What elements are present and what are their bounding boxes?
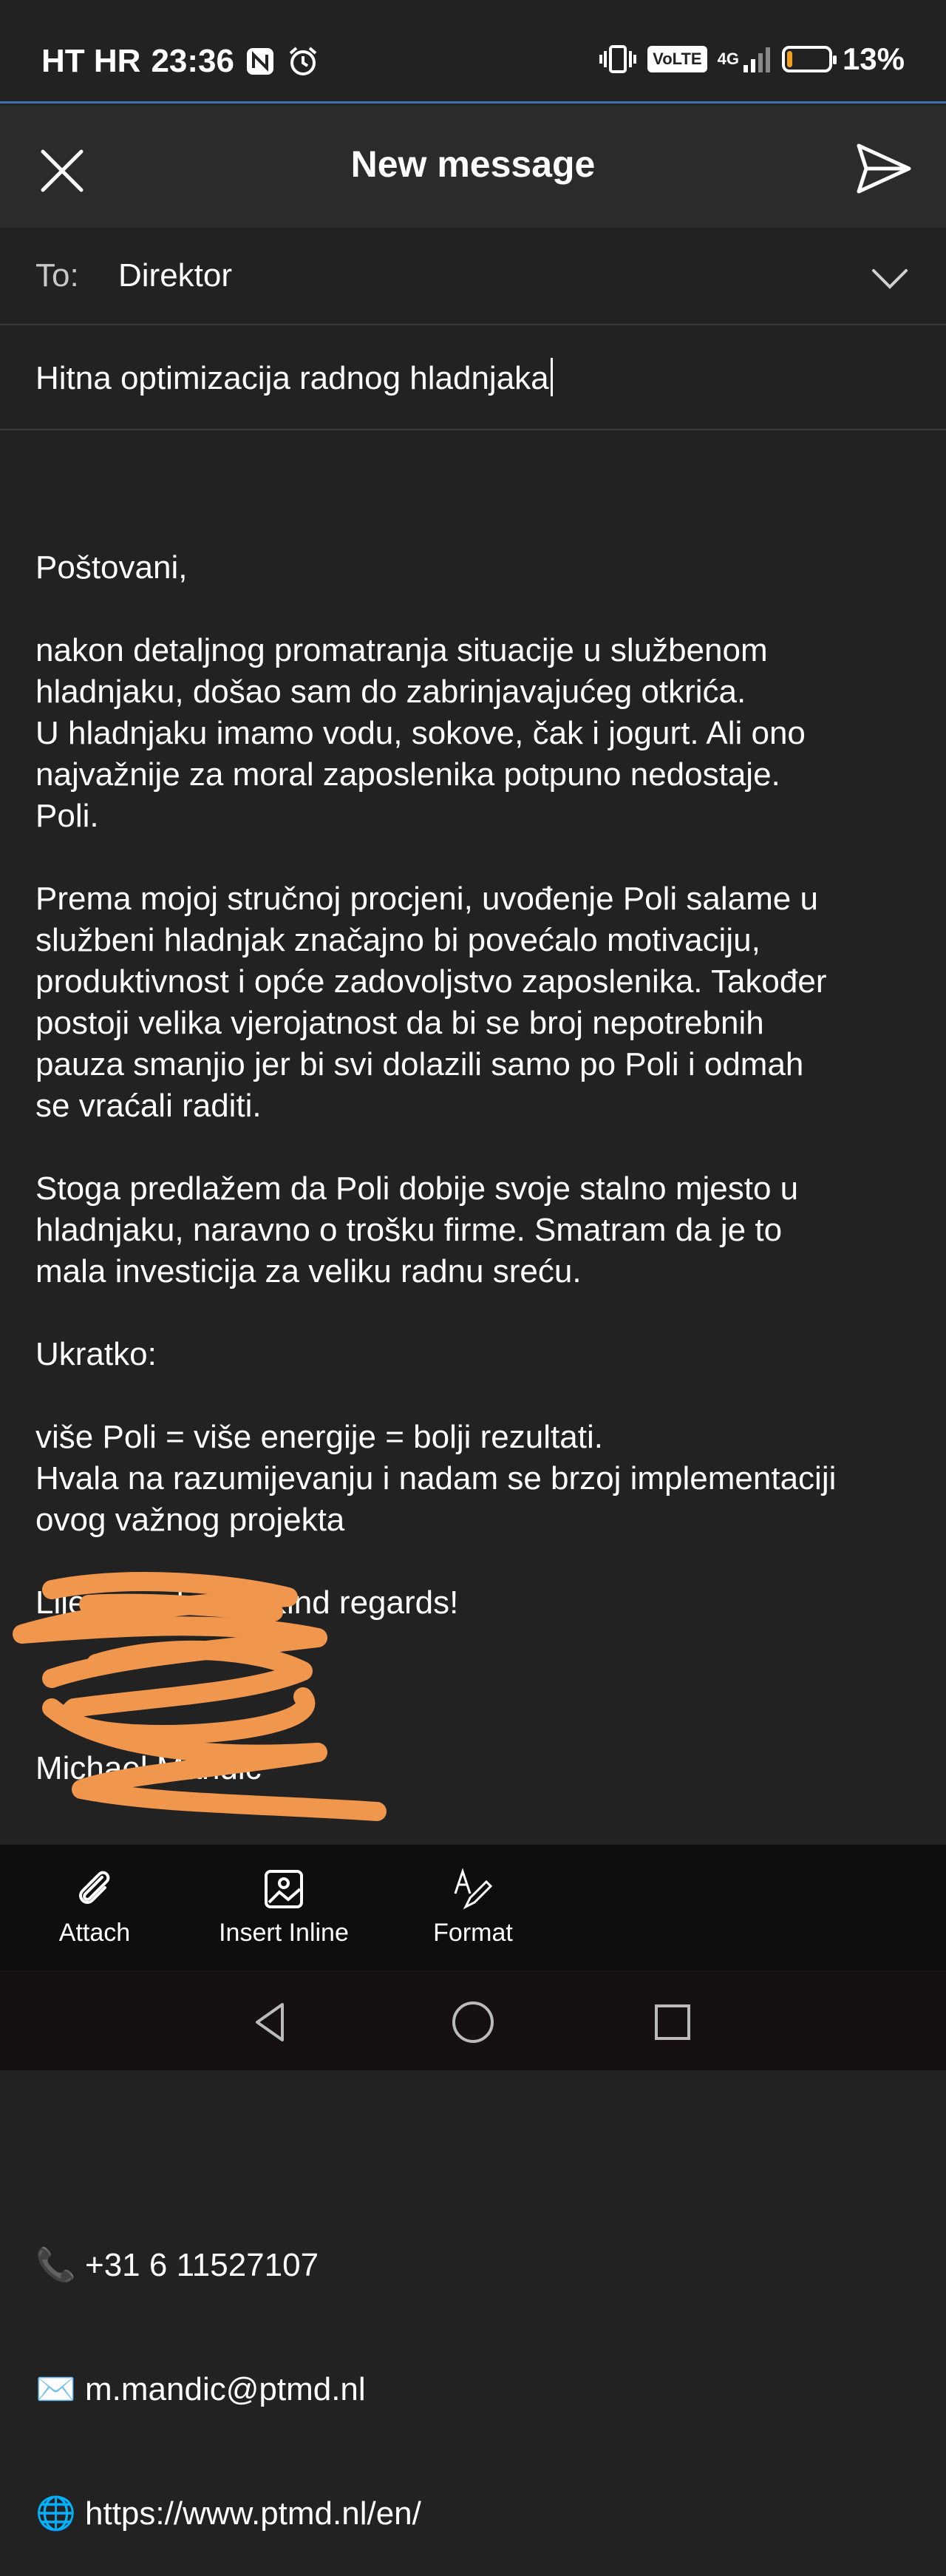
body-line: hladnjaku, došao sam do zabrinjavajućeg otkrića. xyxy=(35,674,746,710)
body-line: se vraćali raditi. xyxy=(35,1088,262,1124)
chevron-down-icon[interactable] xyxy=(869,257,911,299)
body-line: više Poli = više energije = bolji rezultati. xyxy=(35,1419,603,1455)
body-line: Lijep pozdrav! / Kind regards! xyxy=(35,1584,459,1621)
text-caret xyxy=(551,358,553,396)
format-label: Format xyxy=(433,1919,513,1947)
clock: 23:36 xyxy=(151,43,234,79)
body-line: produktivnost i opće zadovoljstvo zaposlenika. Također xyxy=(35,963,827,1000)
body-line: hladnjaku, naravno o trošku firme. Smatram da je to xyxy=(35,1212,783,1248)
signal-icon xyxy=(742,44,772,74)
signature-name: Michael Mandic xyxy=(35,1750,262,1786)
nfc-icon xyxy=(245,46,276,77)
attach-label: Attach xyxy=(58,1919,131,1947)
signature-email: ✉️ m.mandic@ptmd.nl xyxy=(35,2371,366,2407)
image-icon xyxy=(262,1867,306,1911)
page-title: New message xyxy=(350,143,596,185)
recents-icon[interactable] xyxy=(649,1999,696,2046)
to-row[interactable] xyxy=(0,228,946,325)
alarm-icon xyxy=(286,44,320,78)
body-line xyxy=(35,1127,922,1168)
body-line xyxy=(35,837,922,878)
network-type: 4G xyxy=(717,50,739,68)
body-line xyxy=(35,1375,922,1417)
send-icon[interactable] xyxy=(850,135,916,202)
body-line: mala investicija za veliku radnu sreću. xyxy=(35,1253,582,1289)
body-line: U hladnjaku imamo vodu, sokove, čak i jogurt. Ali ono xyxy=(35,715,806,751)
format-button[interactable] xyxy=(421,1867,525,1948)
body-line: službeni hladnjak značajno bi povećalo motivaciju, xyxy=(35,922,760,958)
system-nav-bar xyxy=(0,1970,946,2070)
to-label: To: xyxy=(35,257,79,294)
battery-percent: 13% xyxy=(842,41,905,76)
body-line: Stoga predlažem da Poli dobije svoje stalno mjesto u xyxy=(35,1170,799,1207)
status-right xyxy=(599,41,905,77)
format-pen-icon xyxy=(451,1867,495,1911)
paperclip-icon xyxy=(72,1867,117,1911)
body-line: postoji velika vjerojatnost da bi se broj nepotrebnih xyxy=(35,1005,764,1041)
to-recipient[interactable]: Direktor xyxy=(118,257,233,294)
body-line: nakon detaljnog promatranja situacije u službenom xyxy=(35,632,768,668)
body-line: ovog važnog projekta xyxy=(35,1502,345,1538)
insert-inline-label: Insert Inline xyxy=(219,1919,349,1947)
body-line xyxy=(35,1624,922,1665)
status-left xyxy=(41,43,320,80)
signature-spacer xyxy=(35,2121,922,2162)
body-line: Prema mojoj stručnoj procjeni, uvođenje Poli salame u xyxy=(35,881,818,917)
home-icon[interactable] xyxy=(449,1999,497,2046)
subject-input[interactable] xyxy=(35,358,553,397)
body-line: najvažnije za moral zaposlenika potpuno nedostaje. xyxy=(35,756,780,793)
compose-toolbar xyxy=(0,1845,946,1970)
battery-level-fill xyxy=(787,51,792,67)
body-line xyxy=(35,1292,922,1334)
body-line: Hvala na razumijevanju i nadam se brzoj implementaciji xyxy=(35,1460,837,1497)
body-lines xyxy=(35,547,922,1665)
body-line xyxy=(35,589,922,630)
app-bar xyxy=(0,106,946,228)
status-bar xyxy=(0,0,946,104)
signature-phone: 📞 +31 6 11527107 xyxy=(35,2247,319,2283)
attach-button[interactable] xyxy=(44,1867,145,1948)
insert-inline-button[interactable] xyxy=(210,1867,358,1948)
battery-icon xyxy=(782,46,832,72)
body-line xyxy=(35,1541,922,1582)
carrier-label: HT HR xyxy=(41,43,141,79)
signature-web: 🌐 https://www.ptmd.nl/en/ xyxy=(35,2495,421,2532)
volte-badge: VoLTE xyxy=(647,46,707,72)
body-line: Poli. xyxy=(35,798,99,834)
body-line: pauza smanjio jer bi svi dolazili samo po Poli i odmah xyxy=(35,1046,804,1082)
subject-value: Hitna optimizacija radnog hladnjaka xyxy=(35,360,549,396)
subject-field[interactable] xyxy=(0,325,946,430)
back-icon[interactable] xyxy=(248,1999,296,2046)
body-line: Poštovani, xyxy=(35,549,188,586)
body-line: Ukratko: xyxy=(35,1336,157,1372)
vibrate-icon xyxy=(599,44,637,75)
